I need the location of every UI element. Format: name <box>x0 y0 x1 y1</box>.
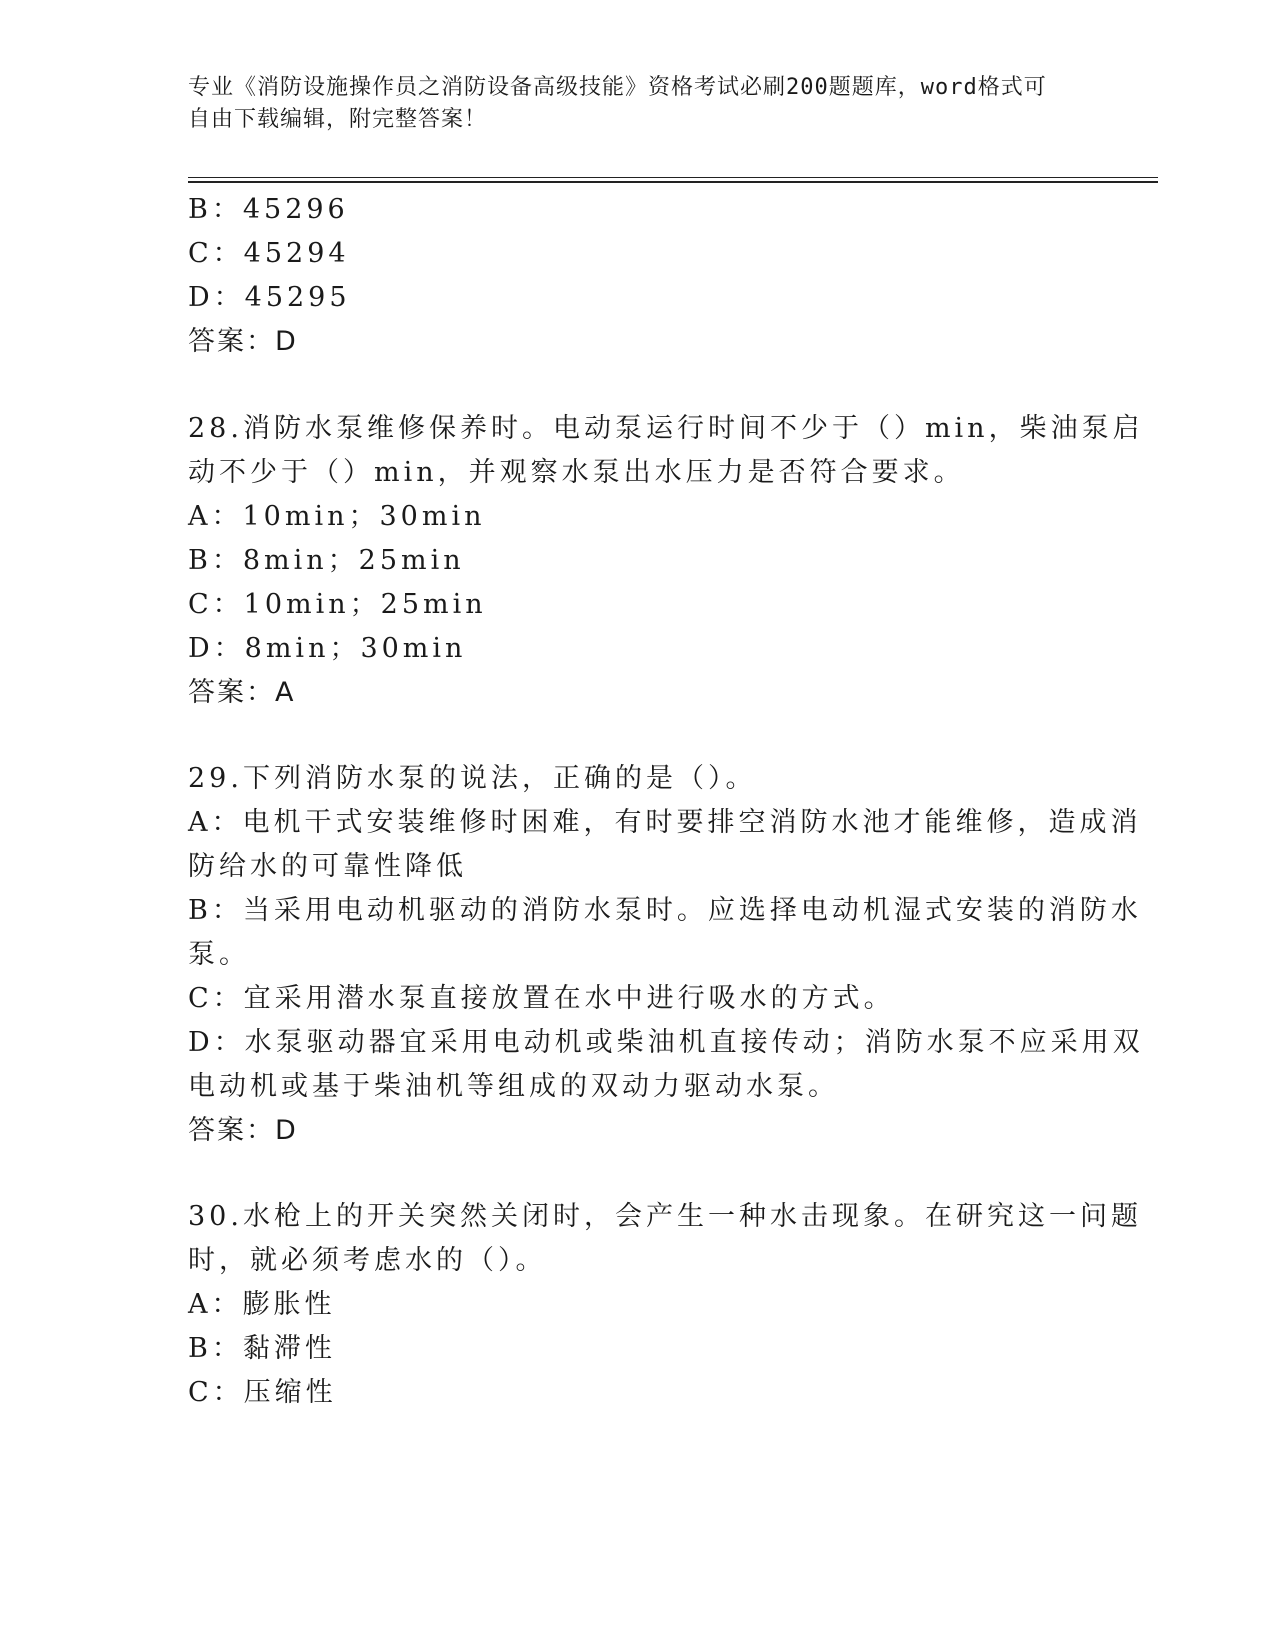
document-header: 专业《消防设施操作员之消防设备高级技能》资格考试必刷200题题库，word格式可自由下载编辑，附完整答案！ <box>188 75 1047 132</box>
q29-option-a-line-2: 防给水的可靠性降低 <box>188 851 467 882</box>
q30-option-c: C：压缩性 <box>188 1377 337 1408</box>
q28-option-d: D：8min；30min <box>188 633 467 664</box>
q28-option-a: A：10min；30min <box>188 501 486 532</box>
header-divider-thick <box>188 181 1158 183</box>
header-divider-thin <box>188 177 1158 178</box>
q29-option-a-line-1: A：电机干式安装维修时困难，有时要排空消防水池才能维修，造成消 <box>188 807 1142 838</box>
q29-answer: 答案：D <box>188 1115 298 1146</box>
q28-answer: 答案：A <box>188 677 296 708</box>
prev-option-b: B：45296 <box>188 194 349 225</box>
q30-option-a: A：膨胀性 <box>188 1289 336 1320</box>
q28-option-b: B：8min；25min <box>188 545 465 576</box>
q29-option-d-line-1: D：水泵驱动器宜采用电动机或柴油机直接传动；消防水泵不应采用双 <box>188 1027 1144 1058</box>
q29-option-b-line-1: B：当采用电动机驱动的消防水泵时。应选择电动机湿式安装的消防水 <box>188 895 1142 926</box>
prev-option-c: C：45294 <box>188 238 350 269</box>
q29-option-c: C：宜采用潜水泵直接放置在水中进行吸水的方式。 <box>188 983 895 1014</box>
q28-stem-line-2: 动不少于（）min，并观察水泵出水压力是否符合要求。 <box>188 457 965 488</box>
q29-option-d-line-2: 电动机或基于柴油机等组成的双动力驱动水泵。 <box>188 1071 839 1102</box>
q29-stem: 29.下列消防水泵的说法，正确的是（）。 <box>188 763 757 794</box>
q28-option-c: C：10min；25min <box>188 589 487 620</box>
q30-stem-line-1: 30.水枪上的开关突然关闭时，会产生一种水击现象。在研究这一问题 <box>188 1201 1142 1232</box>
prev-option-d: D：45295 <box>188 282 351 313</box>
q28-stem-line-1: 28.消防水泵维修保养时。电动泵运行时间不少于（）min，柴油泵启 <box>188 413 1144 444</box>
q30-stem-line-2: 时，就必须考虑水的（）。 <box>188 1245 547 1276</box>
q29-option-b-line-2: 泵。 <box>188 939 250 970</box>
q30-option-b: B：黏滞性 <box>188 1333 336 1364</box>
prev-answer: 答案：D <box>188 326 298 357</box>
